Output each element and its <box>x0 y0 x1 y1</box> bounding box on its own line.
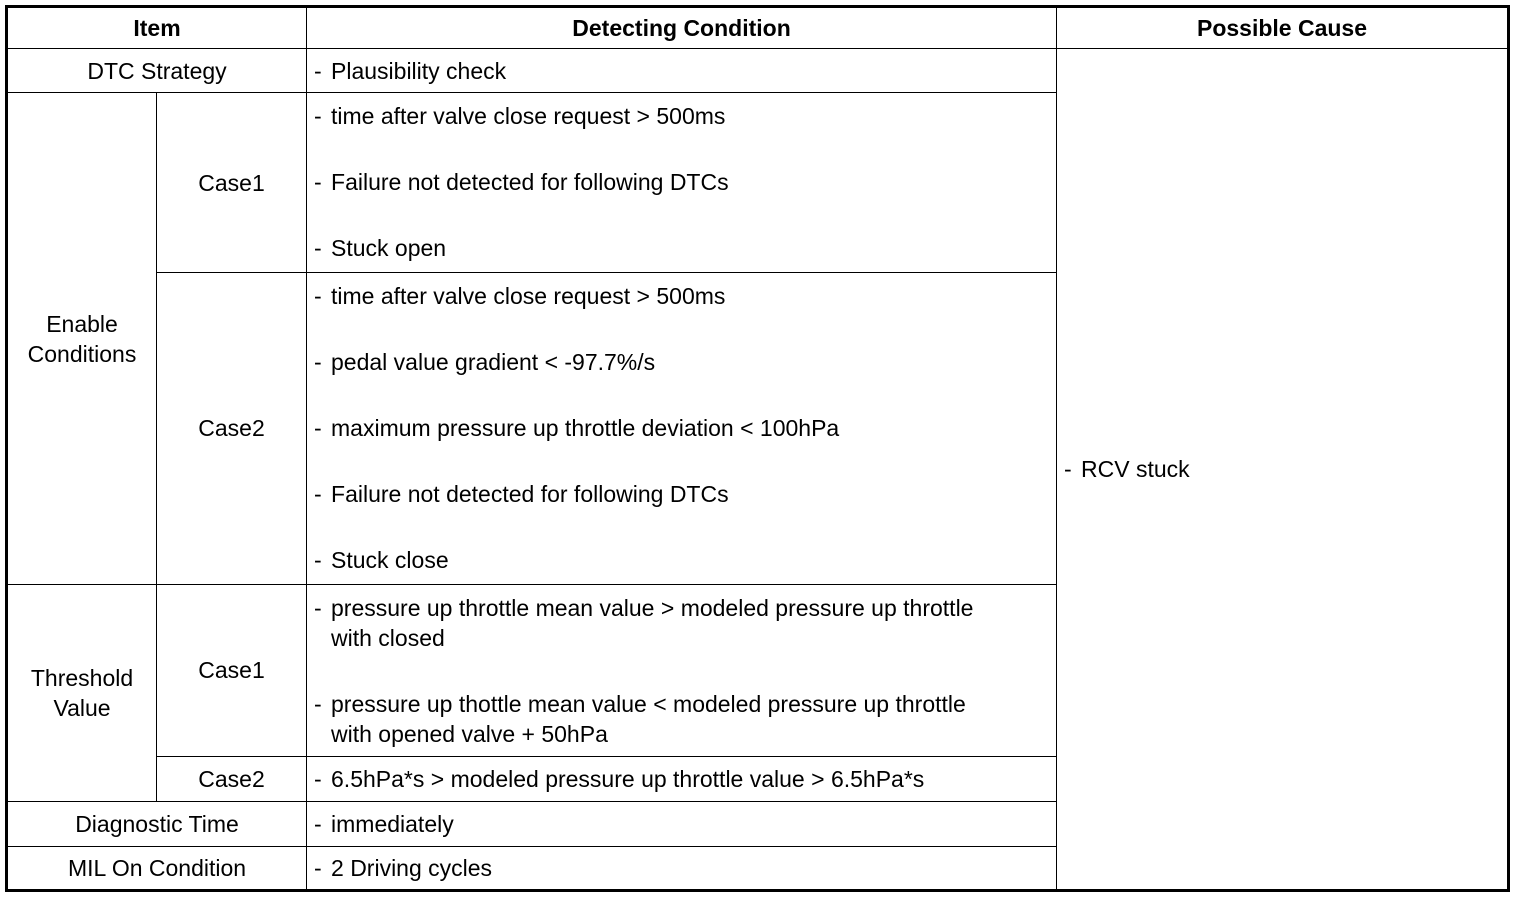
possible-cause-cell <box>1057 49 1509 891</box>
diagnostic-time-label: Diagnostic Time <box>7 801 307 846</box>
bullet-text: - time after valve close request > 500ms <box>314 101 1056 131</box>
threshold-case2-label: Case2 <box>157 756 307 801</box>
possible-cause-text: - RCV stuck <box>1064 454 1507 484</box>
mil-on-condition-condition <box>307 846 1057 890</box>
threshold-label-line2: Value <box>53 694 111 721</box>
threshold-value-label <box>7 584 157 801</box>
header-row <box>7 7 1509 49</box>
dtc-strategy-condition <box>307 49 1057 93</box>
threshold-case1-conditions <box>307 584 1057 756</box>
enable-label-line1: Enable <box>46 310 118 337</box>
enable-case1-conditions <box>307 93 1057 273</box>
diagnostic-table <box>5 5 1510 892</box>
enable-label-line2: Conditions <box>27 340 137 367</box>
threshold-case2-condition <box>307 756 1057 801</box>
header-possible-cause: Possible Cause <box>1057 7 1509 49</box>
enable-conditions-label <box>7 93 157 585</box>
dtc-strategy-label: DTC Strategy <box>7 49 307 93</box>
mil-on-condition-label: MIL On Condition <box>7 846 307 890</box>
bullet-text: - time after valve close request > 500ms <box>314 281 1056 311</box>
diagnostic-time-condition <box>307 801 1057 846</box>
threshold-case1-label: Case1 <box>157 584 307 756</box>
header-item: Item <box>7 7 307 49</box>
bullet-text: - Failure not detected for following DTCs <box>314 479 1056 509</box>
bullet-text: - pressure up thottle mean value < modeled pressure up throttle with opened valve + 50hPa <box>314 689 1056 749</box>
bullet-text: - 6.5hPa*s > modeled pressure up throttle value > 6.5hPa*s <box>314 764 1056 794</box>
bullet-text: - immediately <box>314 809 1056 839</box>
threshold-label-line1: Threshold <box>30 664 134 691</box>
bullet-text: - pressure up throttle mean value > modeled pressure up throttle with closed <box>314 593 1056 653</box>
bullet-text: - Stuck close <box>314 545 1056 575</box>
enable-case1-label: Case1 <box>157 93 307 273</box>
bullet-text: - Plausibility check <box>314 56 1056 86</box>
bullet-text: - pedal value gradient < -97.7%/s <box>314 347 1056 377</box>
enable-case2-label: Case2 <box>157 272 307 584</box>
header-detecting-condition: Detecting Condition <box>307 7 1057 49</box>
enable-case2-conditions <box>307 272 1057 584</box>
bullet-text: - Stuck open <box>314 233 1056 263</box>
row-dtc-strategy <box>7 49 1509 93</box>
bullet-text: - Failure not detected for following DTCs <box>314 167 1056 197</box>
bullet-text: - maximum pressure up throttle deviation < 100hPa <box>314 413 1056 443</box>
bullet-text: - 2 Driving cycles <box>314 853 1056 883</box>
